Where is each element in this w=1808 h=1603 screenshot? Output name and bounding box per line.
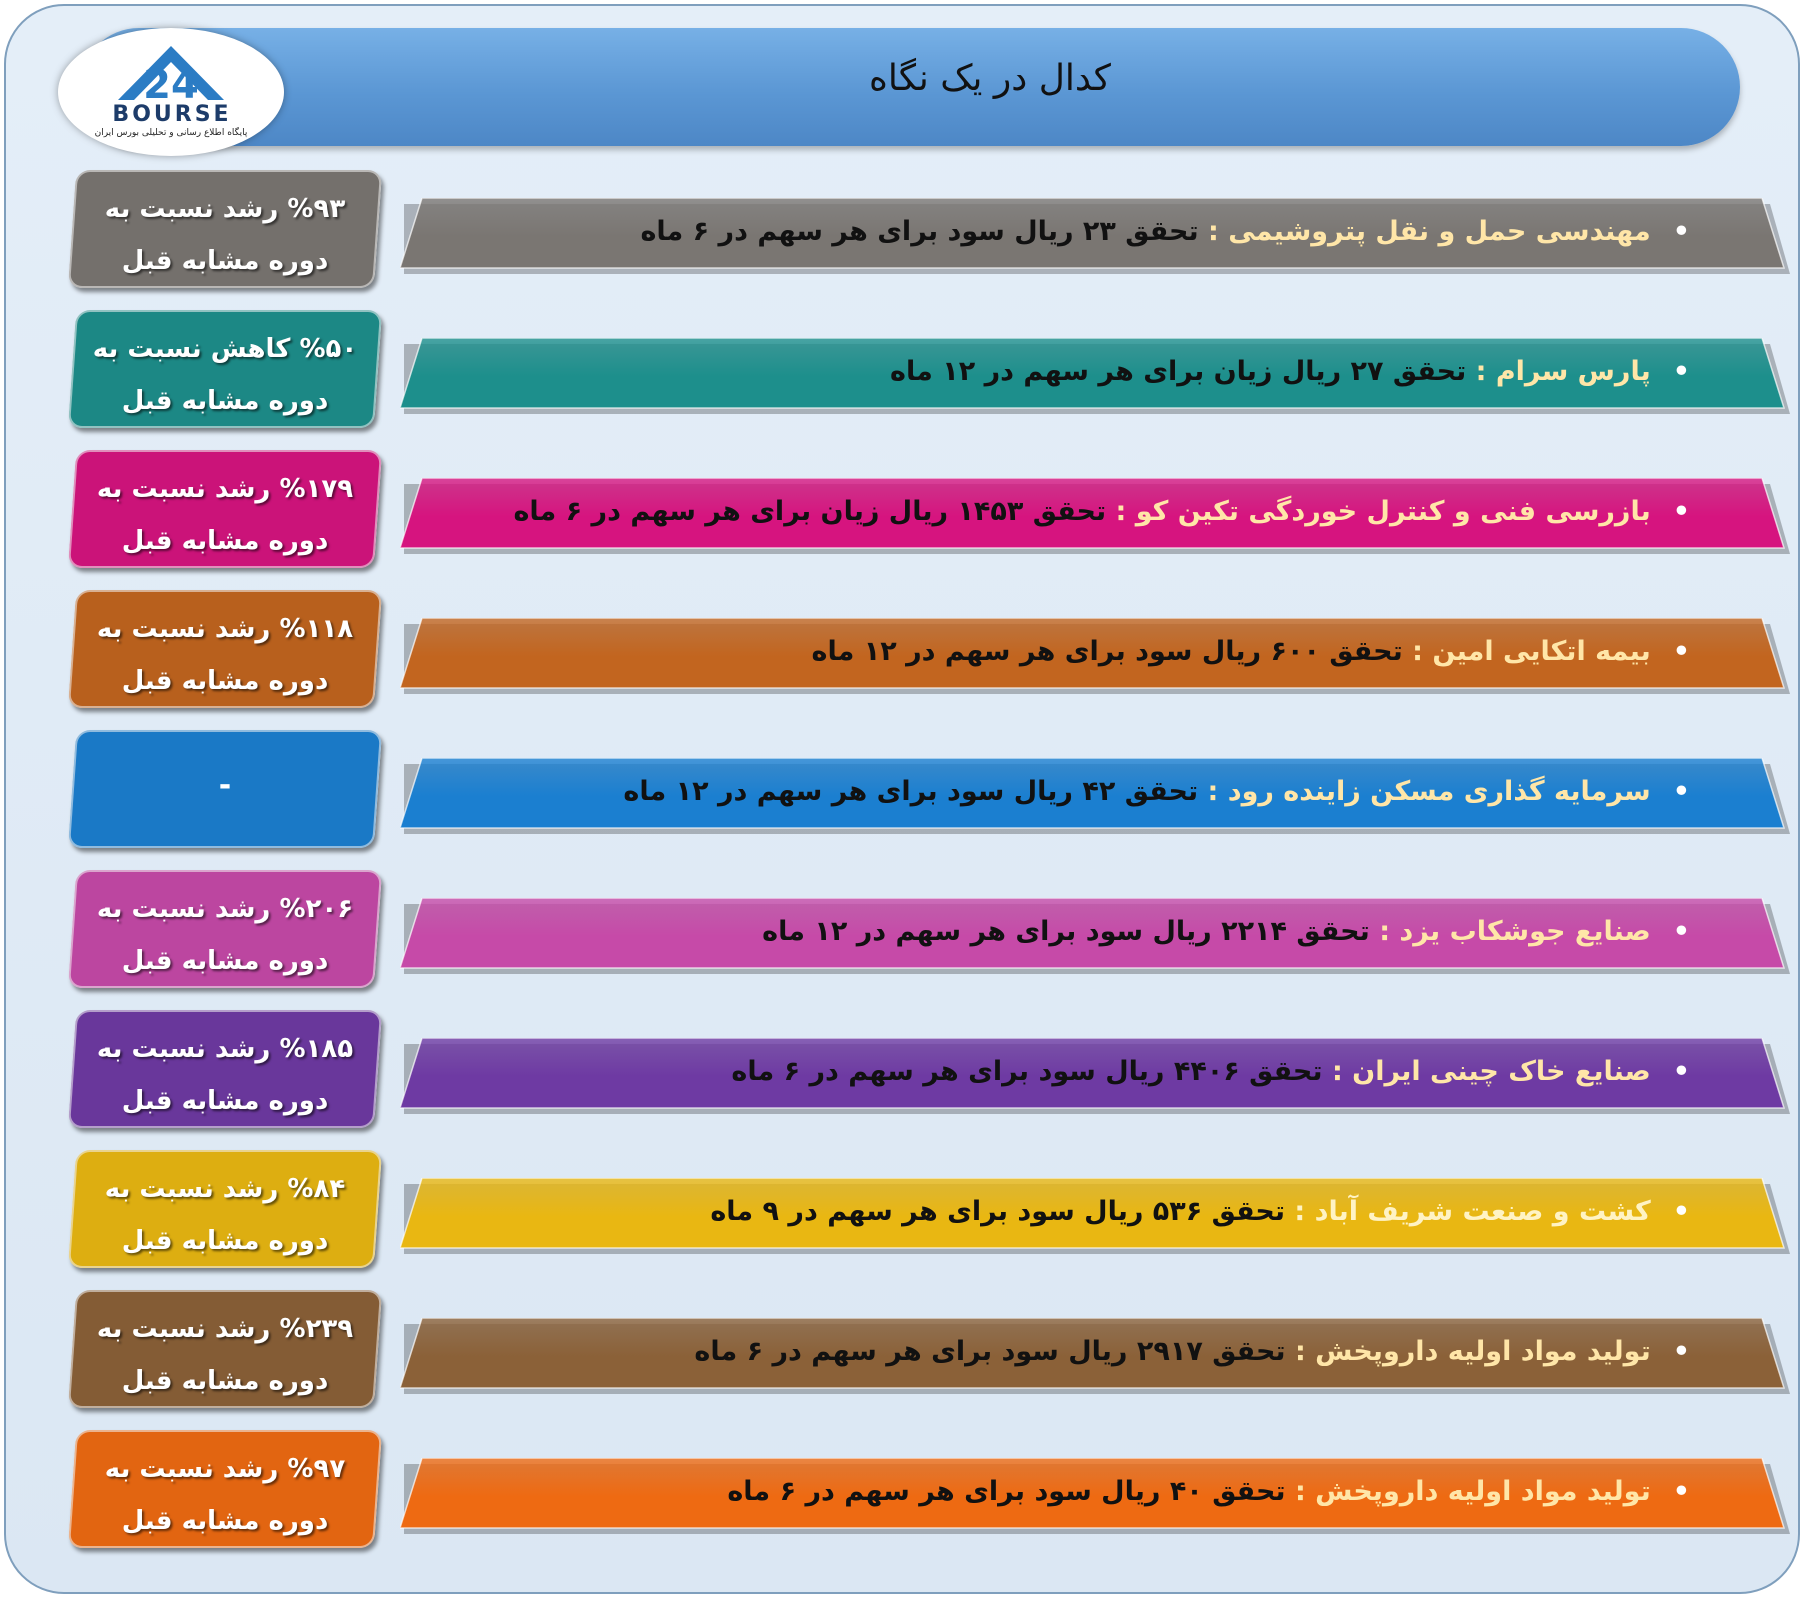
report-bar	[400, 898, 1790, 976]
report-row	[0, 308, 1808, 432]
badge-period-text: دوره مشابه قبل	[121, 946, 329, 976]
company-name: مهندسی حمل و نقل پتروشیمی :	[1198, 216, 1651, 247]
report-text	[694, 1336, 1690, 1367]
page-title: کدال در یک نگاه	[869, 58, 1111, 99]
report-text	[623, 776, 1690, 807]
report-detail: تحقق ۲۹۱۷ ریال سود برای هر سهم در ۶ ماه	[694, 1336, 1286, 1367]
logo-subtitle: پایگاه اطلاع رسانی و تحلیلی بورس ایران	[94, 128, 248, 138]
report-text	[727, 1476, 1690, 1507]
badge-period-text: دوره مشابه قبل	[121, 1086, 329, 1116]
badge-change-text: %۹۷ رشد نسبت به	[104, 1454, 346, 1484]
report-bar	[400, 198, 1790, 276]
report-text	[640, 216, 1690, 247]
report-bar	[400, 338, 1790, 416]
report-text	[762, 916, 1690, 947]
report-row	[0, 448, 1808, 572]
report-text	[710, 1196, 1690, 1227]
badge-change-text: %۹۳ رشد نسبت به	[104, 194, 346, 224]
badge-period-text: دوره مشابه قبل	[121, 1366, 329, 1396]
report-row	[0, 1428, 1808, 1552]
report-bar	[400, 1318, 1790, 1396]
badge-change-text: %۱۱۸ رشد نسبت به	[96, 614, 354, 644]
bullet-icon: •	[1672, 1476, 1690, 1507]
bullet-icon: •	[1672, 216, 1690, 247]
badge-change-text: %۲۳۹ رشد نسبت به	[96, 1314, 354, 1344]
report-row	[0, 728, 1808, 852]
bullet-icon: •	[1672, 636, 1690, 667]
company-name: صنایع خاک چینی ایران :	[1322, 1056, 1651, 1087]
report-bar	[400, 758, 1790, 836]
report-row	[0, 588, 1808, 712]
report-detail: تحقق ۴۰ ریال سود برای هر سهم در ۶ ماه	[727, 1476, 1286, 1507]
report-detail: تحقق ۴۴۰۶ ریال سود برای هر سهم در ۶ ماه	[731, 1056, 1323, 1087]
bourse24-logo	[58, 28, 284, 156]
badge-dash-text: -	[218, 768, 232, 803]
report-text	[731, 1056, 1690, 1087]
bullet-icon: •	[1672, 356, 1690, 387]
logo-text: BOURSE	[112, 102, 232, 127]
bullet-icon: •	[1672, 1056, 1690, 1087]
badge-change-text: %۸۴ رشد نسبت به	[104, 1174, 346, 1204]
report-text	[513, 496, 1690, 527]
bullet-icon: •	[1672, 776, 1690, 807]
report-bar	[400, 1458, 1790, 1536]
company-name: کشت و صنعت شریف آباد :	[1285, 1196, 1651, 1227]
report-row	[0, 1148, 1808, 1272]
badge-period-text: دوره مشابه قبل	[121, 526, 329, 556]
report-detail: تحقق ۱۴۵۳ ریال زیان برای هر سهم در ۶ ماه	[513, 496, 1107, 527]
bullet-icon: •	[1672, 916, 1690, 947]
report-row	[0, 868, 1808, 992]
badge-period-text: دوره مشابه قبل	[121, 386, 329, 416]
badge-period-text: دوره مشابه قبل	[121, 246, 329, 276]
badge-period-text: دوره مشابه قبل	[121, 666, 329, 696]
company-name: بیمه اتکایی امین :	[1402, 636, 1651, 667]
badge-change-text: %۱۸۵ رشد نسبت به	[96, 1034, 354, 1064]
report-row	[0, 1288, 1808, 1412]
company-name: صنایع جوشکاب یزد :	[1369, 916, 1651, 947]
company-name: تولید مواد اولیه داروپخش :	[1285, 1336, 1651, 1367]
company-name: پارس سرام :	[1466, 356, 1651, 387]
company-name: سرمایه گذاری مسکن زاینده رود :	[1198, 776, 1651, 807]
report-detail: تحقق ۲۳ ریال سود برای هر سهم در ۶ ماه	[640, 216, 1199, 247]
company-name: بازرسی فنی و کنترل خوردگی تکین کو :	[1106, 496, 1651, 527]
report-detail: تحقق ۲۷ ریال زیان برای هر سهم در ۱۲ ماه	[890, 356, 1467, 387]
report-detail: تحقق ۲۲۱۴ ریال سود برای هر سهم در ۱۲ ماه	[762, 916, 1370, 947]
report-bar	[400, 1178, 1790, 1256]
badge-change-text: %۲۰۶ رشد نسبت به	[96, 894, 354, 924]
header-banner	[80, 28, 1740, 146]
report-bar	[400, 478, 1790, 556]
report-bar	[400, 618, 1790, 696]
report-bar	[400, 1038, 1790, 1116]
badge-period-text: دوره مشابه قبل	[121, 1226, 329, 1256]
report-detail: تحقق ۵۳۶ ریال سود برای هر سهم در ۹ ماه	[710, 1196, 1286, 1227]
report-text	[812, 636, 1690, 667]
report-detail: تحقق ۴۲ ریال سود برای هر سهم در ۱۲ ماه	[623, 776, 1199, 807]
report-row	[0, 168, 1808, 292]
report-text	[890, 356, 1690, 387]
report-row	[0, 1008, 1808, 1132]
badge-change-text: %۵۰ کاهش نسبت به	[92, 334, 358, 364]
badge-change-text: %۱۷۹ رشد نسبت به	[96, 474, 354, 504]
report-detail: تحقق ۶۰۰ ریال سود برای هر سهم در ۱۲ ماه	[811, 636, 1403, 667]
company-name: تولید مواد اولیه داروپخش :	[1285, 1476, 1651, 1507]
badge-period-text: دوره مشابه قبل	[121, 1506, 329, 1536]
bullet-icon: •	[1672, 1196, 1690, 1227]
logo-number: 24	[143, 62, 199, 108]
bullet-icon: •	[1672, 496, 1690, 527]
bullet-icon: •	[1672, 1336, 1690, 1367]
